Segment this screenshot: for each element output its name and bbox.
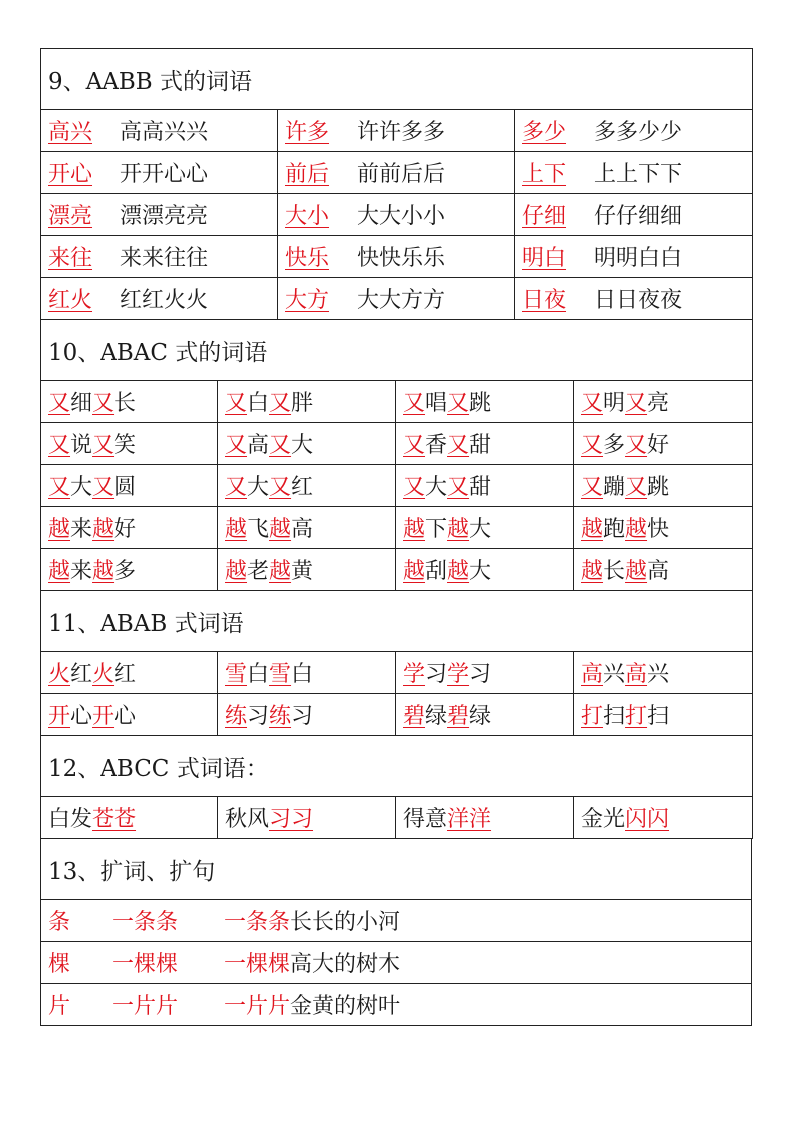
- plain-char: 大: [291, 433, 314, 458]
- expanded-word: 红红火火: [120, 288, 209, 313]
- base-word: 大方: [285, 288, 330, 313]
- table-row: [41, 423, 753, 465]
- phrase-cell: [396, 381, 574, 423]
- phrase-cell: [396, 549, 574, 591]
- repeat-char: 越: [269, 559, 292, 584]
- word-cell: [41, 152, 278, 194]
- expanded-word: 来来往往: [120, 246, 209, 271]
- plain-part: 白发: [48, 807, 93, 832]
- phrase-cell: [41, 797, 218, 839]
- section-13-rows: [41, 900, 752, 1026]
- phrase-cell: [41, 694, 218, 736]
- table-row: [41, 381, 753, 423]
- plain-char: 红: [291, 475, 314, 500]
- section-12-heading: 12、ABCC 式词语：: [41, 736, 753, 797]
- plain-char: 绿: [425, 704, 448, 729]
- base-word: 红火: [48, 288, 93, 313]
- phrase-rest: 金黄的树叶: [290, 994, 401, 1019]
- plain-char: 好: [114, 517, 137, 542]
- plain-char: 兴: [647, 662, 670, 687]
- measure-word: 一片片: [112, 994, 179, 1019]
- expanded-word: 多多少少: [594, 120, 683, 145]
- table-row: [41, 900, 752, 942]
- phrase-cell: [574, 423, 753, 465]
- repeat-char: 越: [581, 559, 604, 584]
- plain-char: 明: [603, 391, 626, 416]
- measure-word: 一棵棵: [112, 952, 179, 977]
- plain-char: 扫: [603, 704, 626, 729]
- base-word: 仔细: [522, 204, 567, 229]
- repeat-char: 又: [447, 391, 470, 416]
- plain-part: 金光: [581, 807, 626, 832]
- section-13-table: [40, 838, 752, 1026]
- repeat-char: 越: [581, 517, 604, 542]
- repeat-char: 越: [48, 559, 71, 584]
- table-row: [41, 652, 753, 694]
- table-row: [41, 465, 753, 507]
- plain-char: 心: [114, 704, 137, 729]
- repeat-char: 开: [92, 704, 115, 729]
- repeat-char: 又: [225, 433, 248, 458]
- plain-char: 多: [114, 559, 137, 584]
- measure-word: 一条条: [112, 910, 179, 935]
- repeat-part: 苍苍: [92, 807, 137, 832]
- phrase-cell: [218, 797, 396, 839]
- plain-char: 圆: [114, 475, 137, 500]
- table-row: [41, 194, 753, 236]
- plain-char: 高: [291, 517, 314, 542]
- repeat-char: 又: [447, 475, 470, 500]
- plain-char: 大: [469, 559, 492, 584]
- expanded-word: 大大方方: [357, 288, 446, 313]
- word-cell: [515, 194, 753, 236]
- section-12-table: [40, 735, 753, 839]
- table-row: [41, 152, 753, 194]
- repeat-char: 学: [403, 662, 426, 687]
- repeat-char: 打: [581, 704, 604, 729]
- plain-char: 白: [247, 391, 270, 416]
- table-row: [41, 797, 753, 839]
- phrase-cell: [396, 652, 574, 694]
- repeat-char: 越: [447, 517, 470, 542]
- plain-char: 唱: [425, 391, 448, 416]
- plain-char: 说: [70, 433, 93, 458]
- phrase-cell: [218, 423, 396, 465]
- expanded-word: 大大小小: [357, 204, 446, 229]
- base-word: 前后: [285, 162, 330, 187]
- repeat-char: 又: [625, 475, 648, 500]
- repeat-char: 又: [269, 391, 292, 416]
- plain-char: 红: [114, 662, 137, 687]
- word-cell: [515, 278, 753, 320]
- table-row: [41, 278, 753, 320]
- expanded-word: 许许多多: [357, 120, 446, 145]
- repeat-char: 碧: [403, 704, 426, 729]
- plain-char: 红: [70, 662, 93, 687]
- repeat-char: 又: [447, 433, 470, 458]
- table-row: [41, 984, 752, 1026]
- plain-char: 大: [469, 517, 492, 542]
- plain-char: 习: [425, 662, 448, 687]
- table-row: [41, 236, 753, 278]
- plain-char: 跳: [647, 475, 670, 500]
- base-word: 许多: [285, 120, 330, 145]
- plain-char: 多: [603, 433, 626, 458]
- phrase-cell: [396, 423, 574, 465]
- repeat-char: 又: [269, 475, 292, 500]
- base-word: 大小: [285, 204, 330, 229]
- plain-char: 大: [425, 475, 448, 500]
- repeat-char: 学: [447, 662, 470, 687]
- worksheet: [40, 48, 752, 1026]
- word-cell: [278, 194, 515, 236]
- phrase-rest: 高大的树木: [290, 952, 401, 977]
- plain-char: 蹦: [603, 475, 626, 500]
- base-word: 多少: [522, 120, 567, 145]
- phrase-cell: [574, 652, 753, 694]
- repeat-char: 又: [225, 391, 248, 416]
- plain-char: 快: [647, 517, 670, 542]
- repeat-char: 又: [48, 475, 71, 500]
- base-word: 开心: [48, 162, 93, 187]
- phrase-measure: 一棵棵: [224, 952, 291, 977]
- phrase-cell: [396, 507, 574, 549]
- phrase-cell: [41, 549, 218, 591]
- expand-cell: [41, 984, 752, 1026]
- section-10-heading: 10、ABAC 式的词语: [41, 320, 753, 381]
- repeat-char: 打: [625, 704, 648, 729]
- phrase-cell: [574, 465, 753, 507]
- plain-char: 白: [247, 662, 270, 687]
- table-row: [41, 110, 753, 152]
- repeat-char: 越: [625, 517, 648, 542]
- plain-char: 习: [291, 704, 314, 729]
- plain-char: 长: [114, 391, 137, 416]
- repeat-char: 越: [447, 559, 470, 584]
- base-word: 上下: [522, 162, 567, 187]
- plain-char: 香: [425, 433, 448, 458]
- repeat-char: 雪: [269, 662, 292, 687]
- expanded-word: 仔仔细细: [594, 204, 683, 229]
- phrase-cell: [574, 549, 753, 591]
- repeat-char: 又: [92, 391, 115, 416]
- repeat-char: 越: [225, 559, 248, 584]
- repeat-char: 越: [92, 517, 115, 542]
- phrase-cell: [218, 652, 396, 694]
- plain-char: 胖: [291, 391, 314, 416]
- plain-char: 老: [247, 559, 270, 584]
- expand-cell: [41, 900, 752, 942]
- plain-char: 绿: [469, 704, 492, 729]
- repeat-char: 碧: [447, 704, 470, 729]
- section-10-rows: [41, 381, 753, 591]
- plain-char: 高: [647, 559, 670, 584]
- section-9-rows: [41, 110, 753, 320]
- repeat-char: 又: [403, 475, 426, 500]
- plain-char: 刮: [425, 559, 448, 584]
- repeat-part: 习习: [269, 807, 314, 832]
- repeat-char: 又: [269, 433, 292, 458]
- expanded-word: 明明白白: [594, 246, 683, 271]
- repeat-char: 练: [225, 704, 248, 729]
- plain-part: 得意: [403, 807, 448, 832]
- repeat-char: 越: [625, 559, 648, 584]
- plain-char: 黄: [291, 559, 314, 584]
- phrase-cell: [218, 381, 396, 423]
- expanded-word: 前前后后: [357, 162, 446, 187]
- phrase-cell: [574, 797, 753, 839]
- repeat-char: 越: [403, 559, 426, 584]
- repeat-char: 高: [581, 662, 604, 687]
- expanded-word: 开开心心: [120, 162, 209, 187]
- word-cell: [278, 278, 515, 320]
- phrase-measure: 一片片: [224, 994, 291, 1019]
- expanded-word: 快快乐乐: [357, 246, 446, 271]
- plain-char: 习: [469, 662, 492, 687]
- table-row: [41, 507, 753, 549]
- plain-char: 跳: [469, 391, 492, 416]
- phrase-cell: [396, 694, 574, 736]
- section-10-table: [40, 319, 753, 591]
- word-cell: [515, 236, 753, 278]
- repeat-char: 又: [92, 433, 115, 458]
- repeat-char: 又: [225, 475, 248, 500]
- phrase-cell: [41, 465, 218, 507]
- plain-char: 兴: [603, 662, 626, 687]
- repeat-char: 又: [48, 433, 71, 458]
- section-12-rows: [41, 797, 753, 839]
- repeat-char: 越: [403, 517, 426, 542]
- repeat-char: 练: [269, 704, 292, 729]
- phrase-rest: 长长的小河: [290, 910, 401, 935]
- expanded-word: 漂漂亮亮: [120, 204, 209, 229]
- section-13-heading: 13、扩词、扩句: [41, 839, 752, 900]
- plain-char: 长: [603, 559, 626, 584]
- word-cell: [278, 110, 515, 152]
- section-9-table: [40, 48, 753, 320]
- expand-cell: [41, 942, 752, 984]
- expanded-word: 日日夜夜: [594, 288, 683, 313]
- measure-char: 条: [48, 910, 71, 935]
- plain-char: 甜: [469, 433, 492, 458]
- repeat-char: 又: [581, 391, 604, 416]
- plain-char: 高: [247, 433, 270, 458]
- word-cell: [515, 110, 753, 152]
- repeat-char: 又: [625, 433, 648, 458]
- word-cell: [41, 278, 278, 320]
- phrase-measure: 一条条: [224, 910, 291, 935]
- phrase-cell: [396, 797, 574, 839]
- section-9-heading: 9、AABB 式的词语: [41, 49, 753, 110]
- phrase-cell: [218, 549, 396, 591]
- word-cell: [278, 152, 515, 194]
- plain-char: 心: [70, 704, 93, 729]
- plain-char: 甜: [469, 475, 492, 500]
- phrase-cell: [218, 694, 396, 736]
- measure-char: 片: [48, 994, 71, 1019]
- base-word: 明白: [522, 246, 567, 271]
- plain-char: 好: [647, 433, 670, 458]
- repeat-char: 又: [581, 433, 604, 458]
- base-word: 漂亮: [48, 204, 93, 229]
- phrase-cell: [574, 381, 753, 423]
- phrase-cell: [41, 423, 218, 465]
- table-row: [41, 942, 752, 984]
- base-word: 高兴: [48, 120, 93, 145]
- expanded-word: 上上下下: [594, 162, 683, 187]
- word-cell: [278, 236, 515, 278]
- phrase-cell: [218, 507, 396, 549]
- repeat-char: 又: [581, 475, 604, 500]
- repeat-char: 雪: [225, 662, 248, 687]
- repeat-part: 闪闪: [625, 807, 670, 832]
- section-11-table: [40, 590, 753, 736]
- repeat-char: 开: [48, 704, 71, 729]
- plain-char: 飞: [247, 517, 270, 542]
- plain-char: 习: [247, 704, 270, 729]
- plain-char: 白: [291, 662, 314, 687]
- phrase-cell: [396, 465, 574, 507]
- plain-char: 细: [70, 391, 93, 416]
- plain-char: 扫: [647, 704, 670, 729]
- section-11-rows: [41, 652, 753, 736]
- plain-char: 笑: [114, 433, 137, 458]
- repeat-char: 火: [48, 662, 71, 687]
- word-cell: [41, 194, 278, 236]
- phrase-cell: [41, 381, 218, 423]
- repeat-char: 又: [403, 391, 426, 416]
- repeat-char: 火: [92, 662, 115, 687]
- plain-char: 跑: [603, 517, 626, 542]
- phrase-cell: [41, 652, 218, 694]
- base-word: 快乐: [285, 246, 330, 271]
- repeat-char: 又: [92, 475, 115, 500]
- word-cell: [41, 110, 278, 152]
- phrase-cell: [574, 507, 753, 549]
- expanded-word: 高高兴兴: [120, 120, 209, 145]
- repeat-char: 越: [92, 559, 115, 584]
- plain-char: 来: [70, 559, 93, 584]
- repeat-char: 又: [48, 391, 71, 416]
- plain-char: 下: [425, 517, 448, 542]
- plain-part: 秋风: [225, 807, 270, 832]
- plain-char: 大: [247, 475, 270, 500]
- phrase-cell: [41, 507, 218, 549]
- word-cell: [515, 152, 753, 194]
- phrase-cell: [574, 694, 753, 736]
- table-row: [41, 549, 753, 591]
- repeat-part: 洋洋: [447, 807, 492, 832]
- repeat-char: 越: [225, 517, 248, 542]
- base-word: 日夜: [522, 288, 567, 313]
- word-cell: [41, 236, 278, 278]
- base-word: 来往: [48, 246, 93, 271]
- plain-char: 大: [70, 475, 93, 500]
- repeat-char: 越: [48, 517, 71, 542]
- table-row: [41, 694, 753, 736]
- repeat-char: 又: [625, 391, 648, 416]
- repeat-char: 又: [403, 433, 426, 458]
- repeat-char: 越: [269, 517, 292, 542]
- plain-char: 亮: [647, 391, 670, 416]
- section-11-heading: 11、ABAB 式词语: [41, 591, 753, 652]
- repeat-char: 高: [625, 662, 648, 687]
- plain-char: 来: [70, 517, 93, 542]
- phrase-cell: [218, 465, 396, 507]
- measure-char: 棵: [48, 952, 71, 977]
